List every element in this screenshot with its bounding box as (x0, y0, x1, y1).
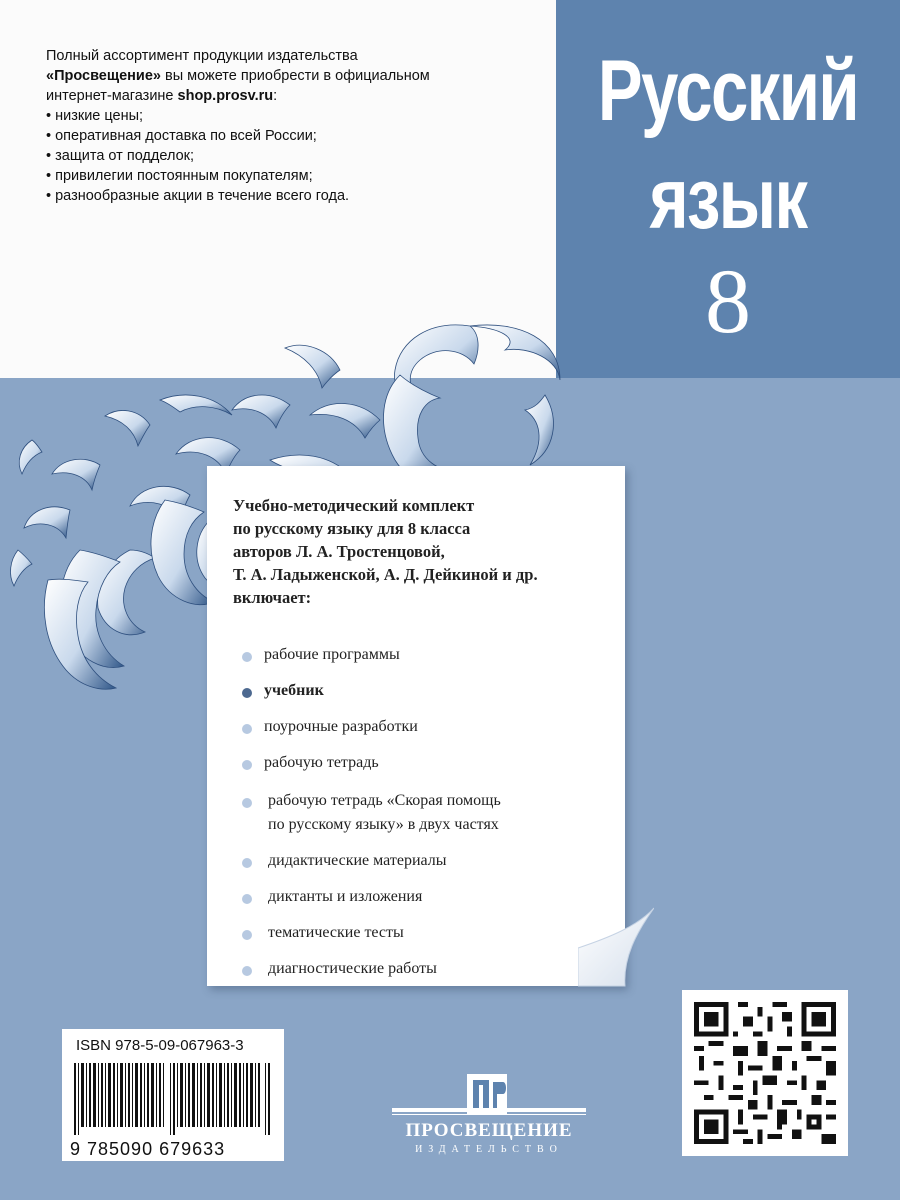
barcode-icon (72, 1063, 276, 1135)
kit-item-label: поурочные разработки (264, 718, 418, 735)
publisher-rule (392, 1108, 586, 1112)
shop-link[interactable]: shop.prosv.ru (177, 88, 274, 104)
promo-line-2 (46, 66, 546, 86)
kit-title-line: авторов Л. А. Тростенцовой, (233, 542, 445, 561)
page-curl-icon (578, 898, 654, 988)
kit-item-label: учебник (264, 682, 324, 699)
bullet-dot-icon (242, 652, 252, 662)
publisher-subtitle: ИЗДАТЕЛЬСТВО (415, 1144, 563, 1155)
kit-item-label: рабочую тетрадь (264, 754, 379, 771)
barcode-digits: 9 785090 679633 (70, 1139, 226, 1159)
bullet-dot-icon (242, 760, 252, 770)
kit-item-label: дидактические материалы (268, 852, 447, 869)
publisher-brand-text: «Просвещение» (46, 68, 161, 84)
bullet-dot-icon (242, 894, 252, 904)
bullet-dot-icon (242, 966, 252, 976)
publisher-name: ПРОСВЕЩЕНИЕ (405, 1120, 573, 1141)
promo-bullet: • низкие цены; (46, 106, 546, 126)
bullet-dot-icon (242, 688, 252, 698)
promo-bullet: • привилегии постоянным покупателям; (46, 166, 546, 186)
kit-item-label: по русскому языку» в двух частях (268, 816, 499, 833)
bullet-dot-icon (242, 724, 252, 734)
kit-item-label: рабочие программы (264, 646, 400, 663)
book-title-line-2: язык (649, 151, 807, 247)
promo-text-block (46, 46, 546, 206)
promo-bullet: • защита от подделок; (46, 146, 546, 166)
kit-title-line: Учебно-методический комплект (233, 496, 475, 515)
isbn-label: ISBN 978-5-09-067963-3 (76, 1037, 244, 1054)
qr-code-icon[interactable] (694, 1002, 836, 1144)
promo-line-2-rest: вы можете приобрести в официальном (160, 68, 430, 84)
promo-bullet-list (46, 106, 546, 206)
promo-bullet: • разнообразные акции в течение всего года. (46, 186, 546, 206)
promo-line-3-text: интернет-магазине (46, 88, 178, 104)
kit-item-label: тематические тесты (268, 924, 404, 941)
book-title-line-1: Русский (597, 43, 859, 139)
isbn-barcode-box (62, 1029, 284, 1161)
kit-title-line: Т. А. Ладыженской, А. Д. Дейкиной и др. (233, 565, 538, 584)
grade-number: 8 (705, 250, 751, 352)
promo-line-3-end: : (273, 88, 278, 104)
promo-bullet: • оперативная доставка по всей России; (46, 126, 546, 146)
qr-code-box (682, 990, 848, 1156)
book-title-panel (556, 0, 900, 378)
kit-item-label: диагностические работы (268, 960, 437, 977)
bullet-dot-icon (242, 858, 252, 868)
bullet-dot-icon (242, 798, 252, 808)
kit-description (233, 494, 633, 609)
kit-title-line: включает: (233, 588, 312, 607)
kit-item-label: диктанты и изложения (268, 888, 423, 905)
bullet-dot-icon (242, 930, 252, 940)
promo-line-3 (46, 86, 546, 106)
kit-item-label: рабочую тетрадь «Скорая помощь (268, 792, 501, 809)
publisher-rule-thin (392, 1114, 586, 1115)
kit-title-line: по русскому языку для 8 класса (233, 519, 471, 538)
promo-line-1: Полный ассортимент продукции издательства (46, 48, 358, 64)
